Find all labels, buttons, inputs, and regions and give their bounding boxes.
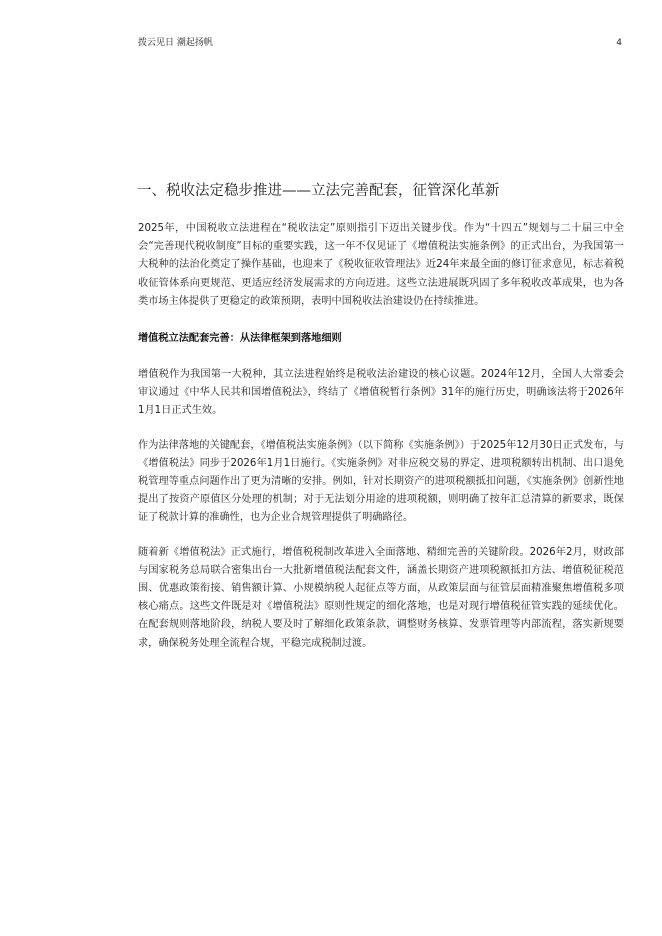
- body-paragraph-1: 增值税作为我国第一大税种，其立法进程始终是税收法治建设的核心议题。2024年12月，全国人大常委会审议通过《中华人民共和国增值税法》，终结了《增值税暂行条例》31年的施行历史，明确该法将于2026年1月1日正式生效。: [138, 369, 624, 417]
- section-body: [138, 220, 624, 653]
- section-title: 一、税收法定稳步推进——立法完善配套，征管深化革新: [137, 183, 500, 199]
- subsection-heading: 增值税立法配套完善：从法律框架到落地细则: [138, 333, 342, 345]
- body-paragraph-2: 作为法律落地的关键配套，《增值税法实施条例》（以下简称《实施条例》）于2025年12月30日正式发布，与《增值税法》同步于2026年1月1日施行。《实施条例》对非应税交易的界定、进项税额转出机制、出口退免税管理等重点问题作出了更为清晰的安排。例如，针对长期资产的进项税额抵扣问题，《实施条例》创新性地提出了按资产原值区分处理的机制；对于无法划分用途的进项税额，则明确了按年汇总清算的新要求，既保证了税款计算的准确性，也为企业合规管理提供了明确路径。: [138, 439, 624, 524]
- intro-paragraph: 2025年，中国税收立法进程在“税收法定”原则指引下迈出关键步伐。作为“十四五”规划与二十届三中全会“完善现代税收制度”目标的重要实践，这一年不仅见证了《增值税法实施条例》的正式出台，为我国第一大税种的法治化奠定了操作基础，也迎来了《税收征收管理法》近24年来最全面的修订征求意见，标志着税收征管体系向更规范、更适应经济发展需求的方向迈进。这些立法进展既巩固了多年税收改革成果，也为各类市场主体提供了更稳定的政策预期，表明中国税收法治建设仍在持续推进。: [138, 223, 624, 307]
- page-number: 4: [616, 38, 622, 48]
- body-paragraph-3: 随着新《增值税法》正式施行，增值税税制改革进入全面落地、精细完善的关键阶段。2026年2月，财政部与国家税务总局联合密集出台一大批新增值税法配套文件，涵盖长期资产进项税额抵扣方法、增值税征税范围、优惠政策衔接、销售额计算、小规模纳税人起征点等方面，从政策层面与征管层面精准聚焦增值税多项核心痛点。这些文件既是对《增值税法》原则性规定的细化落地，也是对现行增值税征管实践的延续优化。在配套规则落地阶段，纳税人要及时了解细化政策条款，调整财务核算、发票管理等内部流程，落实新规要求，确保税务处理全流程合规，平稳完成税制过渡。: [138, 546, 624, 649]
- running-header: 拨云见日 潮起扬帆: [138, 38, 213, 48]
